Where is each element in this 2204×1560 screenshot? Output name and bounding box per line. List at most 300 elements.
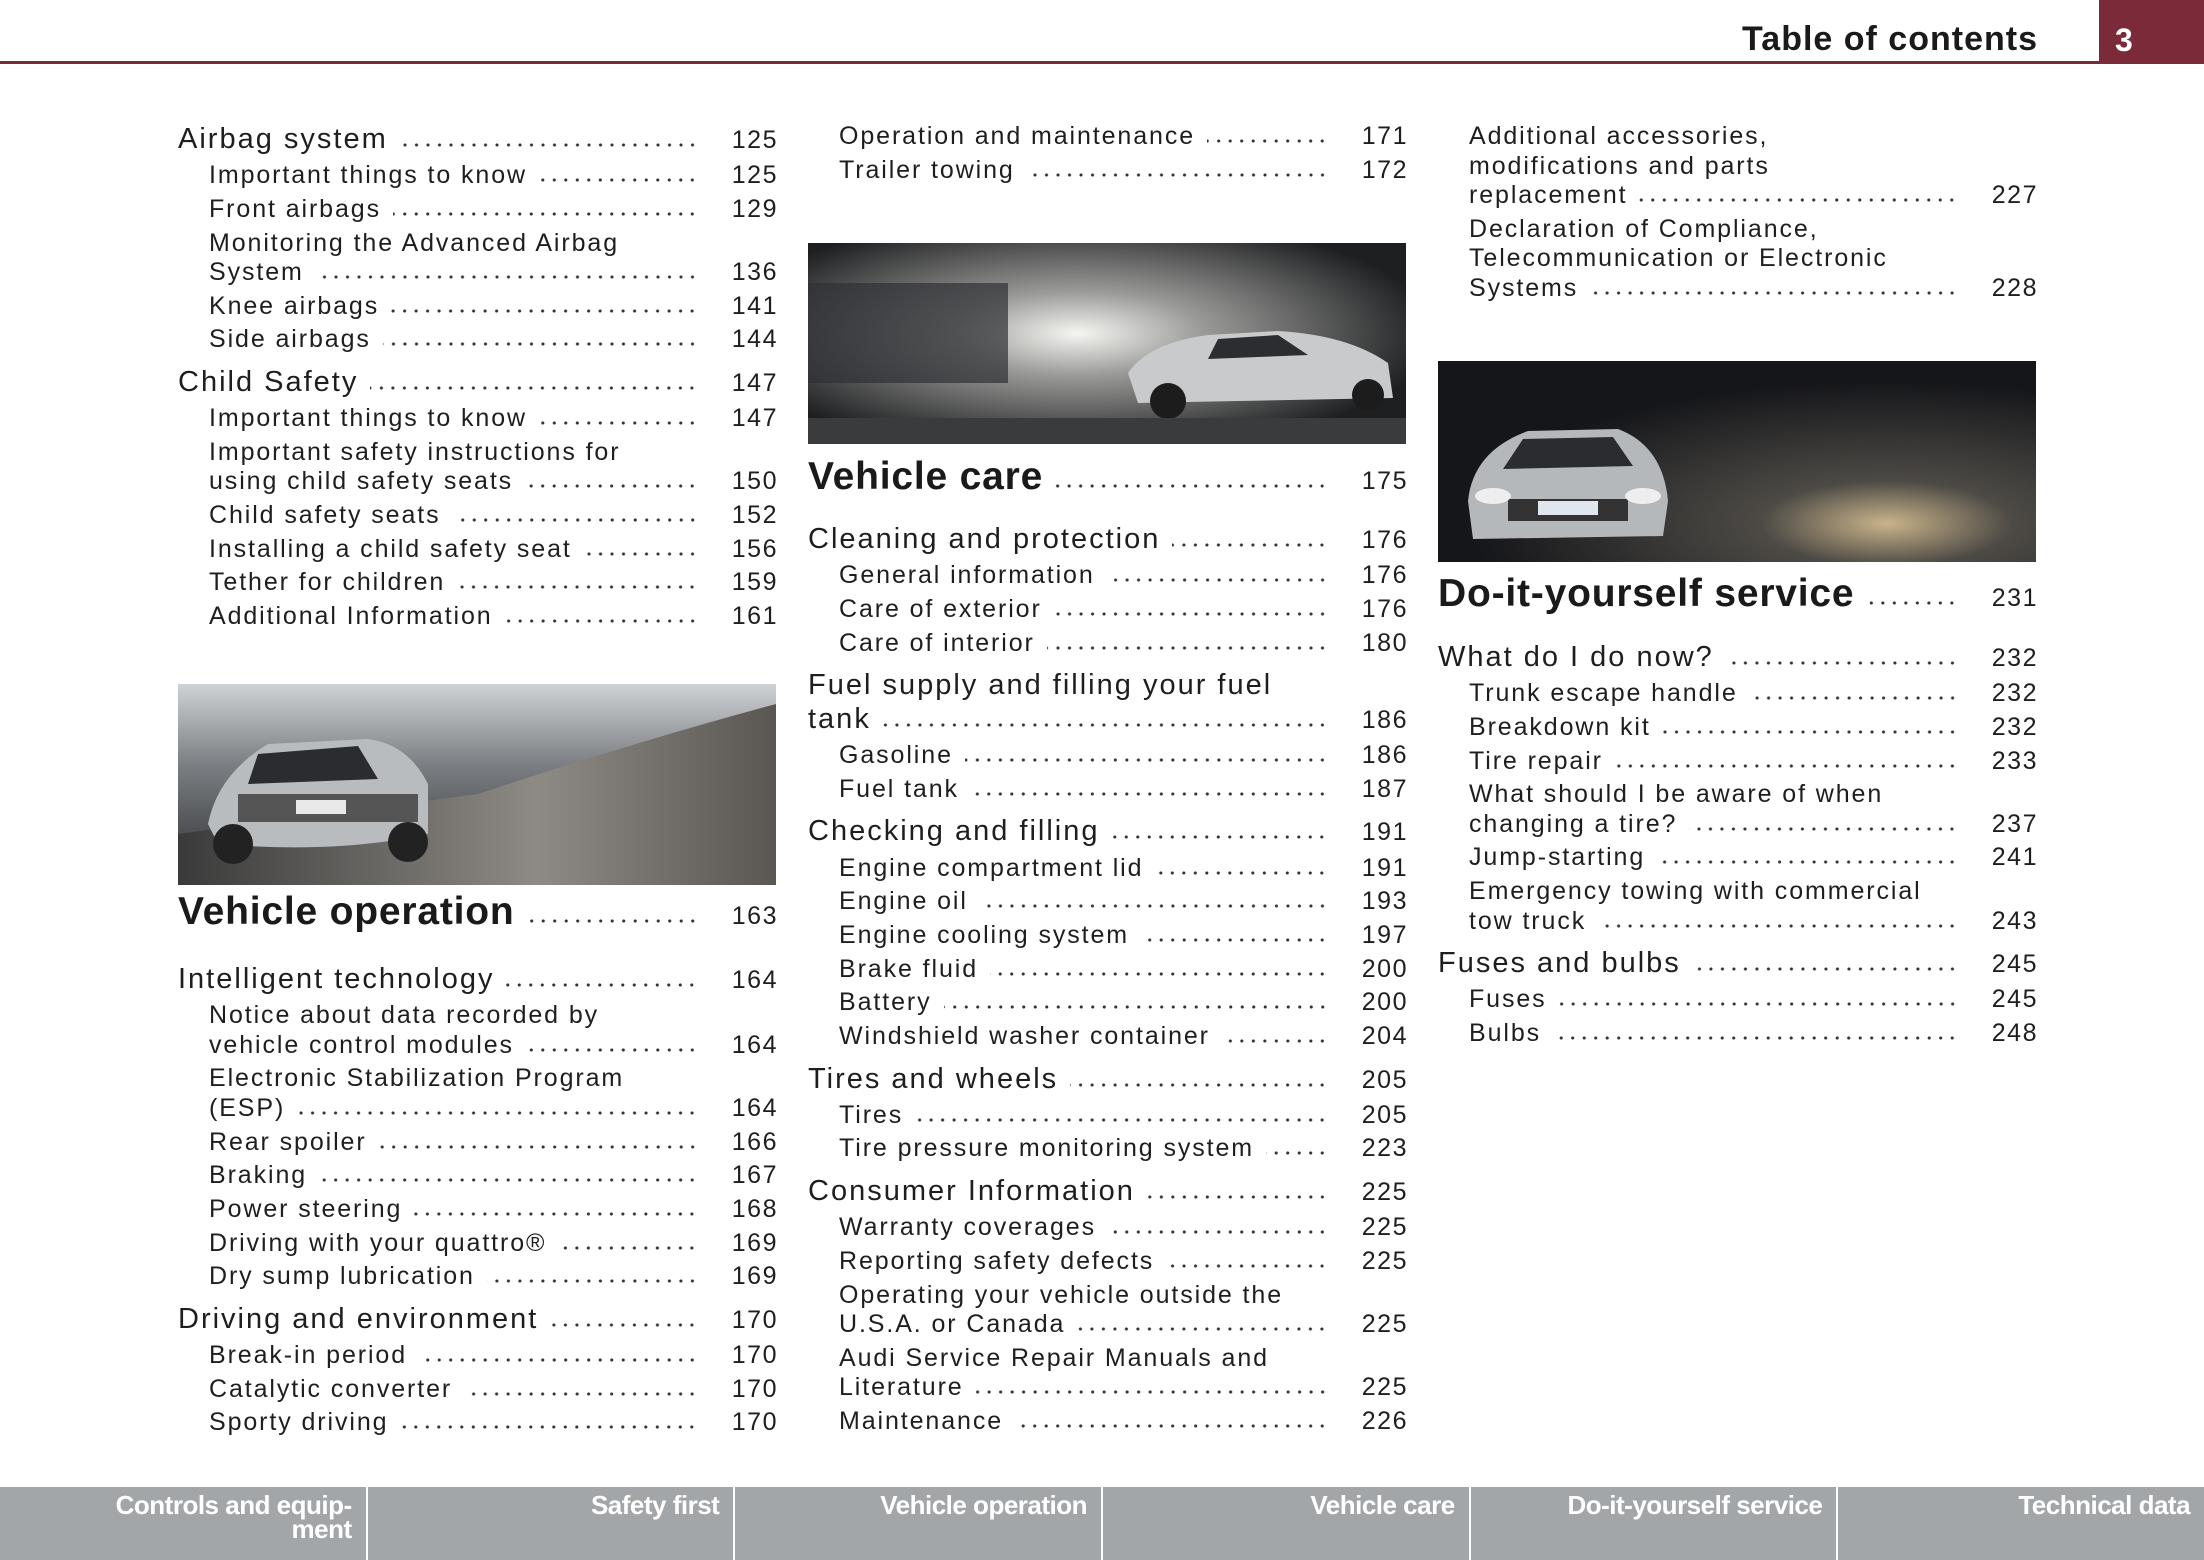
toc-entry-title: Installing a child safety seat bbox=[209, 534, 572, 563]
toc-col3-bottom bbox=[1438, 630, 2038, 1049]
toc-entry-title: Tire pressure monitoring system bbox=[839, 1134, 1255, 1163]
toc-subsection-entry[interactable] bbox=[178, 292, 778, 322]
toc-entry-line bbox=[839, 122, 1408, 152]
toc-section-entry[interactable] bbox=[808, 522, 1408, 557]
toc-entry-line bbox=[839, 1407, 1408, 1437]
dot-leader bbox=[379, 1144, 698, 1150]
toc-entry-title: U.S.A. or Canada bbox=[839, 1310, 1066, 1338]
toc-entry-page: 169 bbox=[731, 1262, 778, 1291]
toc-entry-title: Gasoline bbox=[839, 741, 953, 770]
toc-subsection-entry[interactable] bbox=[808, 1247, 1408, 1277]
dot-leader bbox=[1172, 542, 1328, 548]
toc-subsection-entry[interactable] bbox=[808, 156, 1408, 186]
toc-entry-line bbox=[839, 1344, 1408, 1374]
toc-entry-line bbox=[1438, 640, 2038, 675]
toc-subsection-entry[interactable] bbox=[1438, 780, 2038, 839]
footer-tab-vehicle-operation[interactable]: Vehicle operation bbox=[733, 1487, 1101, 1560]
toc-entry-title: Checking and filling bbox=[808, 815, 1100, 848]
toc-entry-page: 225 bbox=[1361, 1246, 1408, 1275]
toc-subsection-entry[interactable] bbox=[178, 1341, 778, 1371]
toc-entry-title: using child safety seats bbox=[209, 467, 514, 496]
dot-leader bbox=[506, 982, 698, 988]
toc-entry-page: 225 bbox=[1361, 1373, 1408, 1402]
toc-entry-title: tow truck bbox=[1469, 906, 1587, 935]
toc-subsection-entry[interactable] bbox=[808, 921, 1408, 951]
dot-leader bbox=[1207, 138, 1328, 144]
toc-entry-line bbox=[839, 1134, 1408, 1164]
toc-entry-page: 136 bbox=[731, 258, 778, 287]
toc-entry-line bbox=[1469, 810, 2038, 840]
toc-entry-page: 205 bbox=[1361, 1100, 1408, 1129]
toc-section-entry[interactable] bbox=[808, 1062, 1408, 1097]
toc-entry-page: 141 bbox=[731, 291, 778, 320]
toc-entry-title: Tires bbox=[839, 1100, 904, 1129]
toc-subsection-entry[interactable] bbox=[178, 1408, 778, 1438]
toc-entry-page: 226 bbox=[1361, 1406, 1408, 1435]
toc-subsection-entry[interactable] bbox=[178, 1195, 778, 1225]
toc-entry-line bbox=[178, 962, 778, 997]
chapter-page: 175 bbox=[1361, 467, 1408, 495]
dot-leader bbox=[1598, 923, 1958, 929]
toc-entry-page: 147 bbox=[731, 368, 778, 397]
toc-col3-top bbox=[1438, 118, 2038, 303]
toc-entry-title: Operation and maintenance bbox=[839, 122, 1196, 151]
toc-entry-line bbox=[839, 1213, 1408, 1243]
toc-entry-page: 169 bbox=[731, 1228, 778, 1257]
toc-entry-title: Fuel supply and filling your fuel bbox=[808, 669, 1273, 702]
dot-leader bbox=[1077, 1326, 1328, 1332]
toc-entry-line bbox=[1469, 985, 2038, 1015]
toc-entry-page: 233 bbox=[1991, 746, 2038, 775]
toc-entry-title: Power steering bbox=[209, 1194, 403, 1223]
dot-leader bbox=[965, 757, 1328, 763]
toc-entry-title: Tire repair bbox=[1469, 746, 1603, 775]
toc-entry-title: Declaration of Compliance, bbox=[1469, 214, 1819, 243]
toc-subsection-entry[interactable] bbox=[808, 1022, 1408, 1052]
toc-entry-title: Monitoring the Advanced Airbag bbox=[209, 228, 620, 257]
dot-leader bbox=[1639, 197, 1958, 203]
toc-entry-page: 204 bbox=[1361, 1022, 1408, 1051]
toc-entry-line bbox=[839, 629, 1408, 659]
toc-entry-line bbox=[209, 1161, 778, 1191]
toc-entry-line bbox=[1469, 713, 2038, 743]
toc-subsection-entry[interactable] bbox=[178, 1375, 778, 1405]
dot-leader bbox=[1107, 577, 1328, 583]
chapter-title: Vehicle care bbox=[808, 455, 1044, 498]
toc-entry-page: 176 bbox=[1361, 526, 1408, 554]
toc-entry-line bbox=[839, 741, 1408, 771]
toc-entry-title: Cleaning and protection bbox=[808, 523, 1161, 555]
dot-leader bbox=[1559, 1001, 1958, 1007]
dot-leader bbox=[487, 1278, 698, 1284]
dot-leader bbox=[558, 1245, 698, 1251]
toc-subsection-entry[interactable] bbox=[808, 1407, 1408, 1437]
toc-entry-title: Child safety seats bbox=[209, 501, 441, 529]
toc-entry-title: Driving with your quattro® bbox=[209, 1228, 547, 1257]
toc-entry-line bbox=[839, 561, 1408, 591]
dot-leader bbox=[527, 918, 698, 924]
toc-subsection-entry[interactable] bbox=[1438, 877, 2038, 936]
dot-leader bbox=[1590, 290, 1958, 296]
toc-entry-title: Break-in period bbox=[209, 1341, 408, 1369]
dot-leader bbox=[539, 420, 698, 426]
toc-subsection-entry[interactable] bbox=[808, 1101, 1408, 1131]
toc-entry-page: 248 bbox=[1991, 1019, 2038, 1047]
dot-leader bbox=[976, 1389, 1328, 1395]
toc-entry-page: 228 bbox=[1991, 273, 2038, 302]
toc-entry-line bbox=[209, 1128, 778, 1158]
toc-entry-line bbox=[1469, 907, 2038, 937]
toc-entry-title: Brake fluid bbox=[839, 954, 979, 983]
toc-entry-line bbox=[209, 1262, 778, 1292]
dot-leader bbox=[316, 274, 698, 280]
toc-entry-line bbox=[808, 702, 1408, 737]
toc-entry-title: Reporting safety defects bbox=[839, 1246, 1155, 1275]
dot-leader bbox=[419, 1357, 698, 1363]
dot-leader bbox=[457, 584, 698, 590]
toc-subsection-entry[interactable] bbox=[178, 1001, 778, 1060]
toc-subsection-entry[interactable] bbox=[178, 1229, 778, 1259]
toc-subsection-entry[interactable] bbox=[178, 1064, 778, 1123]
toc-entry-page: 166 bbox=[731, 1127, 778, 1156]
dot-leader bbox=[1054, 611, 1328, 617]
toc-entry-title: Additional Information bbox=[209, 602, 493, 631]
toc-entry-line bbox=[1469, 1019, 2038, 1049]
toc-entry-line bbox=[209, 438, 778, 468]
toc-entry-line bbox=[209, 161, 778, 191]
toc-entry-title: Front airbags bbox=[209, 194, 381, 223]
dot-leader bbox=[1657, 859, 1958, 865]
toc-entry-line bbox=[1469, 877, 2038, 907]
toc-entry-line bbox=[1469, 679, 2038, 709]
toc-entry-line bbox=[209, 1375, 778, 1405]
toc-entry-title: Child Safety bbox=[178, 365, 359, 398]
dot-leader bbox=[414, 1211, 698, 1217]
car-rear-photo bbox=[178, 684, 776, 885]
toc-subsection-entry[interactable] bbox=[808, 595, 1408, 625]
toc-entry-title: Driving and environment bbox=[178, 1302, 539, 1335]
toc-entry-title: Catalytic converter bbox=[209, 1374, 453, 1403]
toc-subsection-entry[interactable] bbox=[178, 1128, 778, 1158]
dot-leader bbox=[1689, 826, 1958, 832]
chapter-title: Vehicle operation bbox=[178, 890, 515, 933]
dot-leader bbox=[464, 1391, 698, 1397]
toc-entry-title: Sporty driving bbox=[209, 1408, 389, 1437]
toc-entry-page: 223 bbox=[1361, 1134, 1408, 1163]
toc-entry-line bbox=[209, 1195, 778, 1225]
toc-entry-title: Operating your vehicle outside the bbox=[839, 1280, 1283, 1309]
toc-entry-page: 197 bbox=[1361, 921, 1408, 949]
toc-entry-title: Engine compartment lid bbox=[839, 853, 1144, 882]
toc-entry-line bbox=[808, 814, 1408, 849]
toc-subsection-entry[interactable] bbox=[808, 887, 1408, 917]
toc-entry-line bbox=[839, 854, 1408, 884]
toc-subsection-entry[interactable] bbox=[808, 1213, 1408, 1243]
toc-entry-page: 186 bbox=[1361, 706, 1408, 735]
toc-subsection-entry[interactable] bbox=[808, 122, 1408, 152]
toc-subsection-entry[interactable] bbox=[178, 1161, 778, 1191]
dot-leader bbox=[1726, 660, 1958, 666]
dot-leader bbox=[400, 142, 698, 148]
toc-entry-page: 164 bbox=[731, 1030, 778, 1059]
toc-entry-line bbox=[209, 602, 778, 632]
toc-entry-page: 232 bbox=[1991, 644, 2038, 672]
toc-entry-line bbox=[808, 668, 1408, 702]
dot-leader bbox=[370, 385, 698, 391]
toc-subsection-entry[interactable] bbox=[1438, 843, 2038, 873]
toc-subsection-entry[interactable] bbox=[808, 1281, 1408, 1340]
toc-entry-title: Tether for children bbox=[209, 568, 446, 597]
toc-entry-title: Literature bbox=[839, 1373, 964, 1402]
toc-entry-line bbox=[839, 955, 1408, 985]
toc-entry-line bbox=[178, 1302, 778, 1337]
toc-entry-title: Trunk escape handle bbox=[1469, 679, 1738, 708]
toc-entry-line bbox=[1469, 181, 2038, 211]
toc-entry-title: System bbox=[209, 258, 304, 287]
toc-subsection-entry[interactable] bbox=[1438, 679, 2038, 709]
dot-leader bbox=[1111, 834, 1328, 840]
toc-entry-title: vehicle control modules bbox=[209, 1030, 514, 1059]
toc-section-entry[interactable] bbox=[1438, 640, 2038, 675]
toc-entry-title: General information bbox=[839, 561, 1095, 590]
toc-entry-line bbox=[1438, 946, 2038, 981]
dot-leader bbox=[1070, 1082, 1328, 1088]
dot-leader bbox=[550, 1322, 698, 1328]
toc-section-entry[interactable] bbox=[808, 1174, 1408, 1209]
dot-leader bbox=[990, 971, 1328, 977]
toc-entry-page: 164 bbox=[731, 966, 778, 994]
toc-entry-page: 205 bbox=[1361, 1065, 1408, 1094]
footer-tab-technical-data[interactable]: Technical data bbox=[1836, 1487, 2204, 1560]
toc-entry-line bbox=[178, 122, 778, 157]
toc-subsection-entry[interactable] bbox=[808, 629, 1408, 659]
toc-entry-title: What should I be aware of when bbox=[1469, 780, 1884, 809]
toc-entry-title: Electronic Stabilization Program bbox=[209, 1064, 625, 1093]
toc-subsection-entry[interactable] bbox=[178, 535, 778, 565]
toc-entry-page: 245 bbox=[1991, 985, 2038, 1014]
toc-entry-title: modifications and parts bbox=[1469, 151, 1770, 180]
toc-entry-page: 156 bbox=[731, 534, 778, 563]
footer-tab-controls[interactable]: Controls and equip- ment bbox=[115, 1490, 352, 1544]
toc-entry-page: 125 bbox=[731, 126, 778, 154]
toc-entry-page: 227 bbox=[1991, 181, 2038, 210]
toc-subsection-entry[interactable] bbox=[178, 404, 778, 434]
toc-entry-line bbox=[839, 921, 1408, 951]
toc-entry-line bbox=[839, 156, 1408, 186]
toc-subsection-entry[interactable] bbox=[808, 561, 1408, 591]
toc-entry-line bbox=[209, 1064, 778, 1094]
toc-entry-line bbox=[209, 1229, 778, 1259]
dot-leader bbox=[944, 1004, 1329, 1010]
toc-entry-page: 125 bbox=[731, 161, 778, 190]
toc-subsection-entry[interactable] bbox=[178, 195, 778, 225]
footer-tab-vehicle-care[interactable]: Vehicle care bbox=[1101, 1487, 1469, 1560]
toc-entry-page: 176 bbox=[1361, 594, 1408, 623]
toc-entry-page: 172 bbox=[1361, 155, 1408, 184]
page-number-tab: 3 bbox=[2099, 0, 2204, 64]
dot-leader bbox=[1147, 1194, 1328, 1200]
toc-entry-line bbox=[209, 1408, 778, 1438]
dot-leader bbox=[539, 177, 698, 183]
dot-leader bbox=[1750, 695, 1958, 701]
toc-entry-title: Side airbags bbox=[209, 325, 371, 354]
toc-subsection-entry[interactable] bbox=[1438, 1019, 2038, 1049]
toc-col2-top bbox=[808, 118, 1408, 185]
toc-entry-title: Knee airbags bbox=[209, 291, 380, 320]
toc-col2-bottom bbox=[808, 512, 1408, 1436]
toc-entry-title: Dry sump lubrication bbox=[209, 1262, 475, 1291]
toc-entry-title: Trailer towing bbox=[839, 155, 1015, 184]
toc-section-entry[interactable] bbox=[178, 1302, 778, 1337]
toc-entry-page: 144 bbox=[731, 325, 778, 354]
toc-subsection-entry[interactable] bbox=[178, 568, 778, 598]
toc-entry-page: 129 bbox=[731, 194, 778, 223]
toc-section-entry[interactable] bbox=[808, 814, 1408, 849]
toc-subsection-entry[interactable] bbox=[808, 741, 1408, 771]
toc-entry-title: Windshield washer container bbox=[839, 1022, 1210, 1051]
toc-section-entry[interactable] bbox=[178, 365, 778, 400]
toc-entry-line bbox=[1469, 747, 2038, 777]
toc-entry-line bbox=[209, 467, 778, 497]
toc-entry-title: Tires and wheels bbox=[808, 1062, 1059, 1095]
toc-entry-page: 241 bbox=[1991, 843, 2038, 872]
dot-leader bbox=[393, 211, 698, 217]
toc-entry-line bbox=[808, 1062, 1408, 1097]
toc-subsection-entry[interactable] bbox=[178, 325, 778, 355]
dot-leader bbox=[1166, 1263, 1328, 1269]
chapter-heading-do-it-yourself[interactable] bbox=[1438, 572, 2038, 616]
toc-entry-title: Fuses and bulbs bbox=[1438, 947, 1681, 980]
toc-entry-page: 170 bbox=[731, 1341, 778, 1369]
toc-entry-title: Battery bbox=[839, 988, 932, 1017]
toc-entry-line bbox=[839, 988, 1408, 1018]
dot-leader bbox=[1693, 966, 1958, 972]
dot-leader bbox=[915, 1117, 1328, 1123]
toc-subsection-entry[interactable] bbox=[178, 602, 778, 632]
dot-leader bbox=[1866, 600, 1958, 606]
toc-entry-title: Airbag system bbox=[178, 123, 388, 155]
dot-leader bbox=[526, 1047, 698, 1053]
toc-subsection-entry[interactable] bbox=[178, 229, 778, 288]
toc-entry-line bbox=[209, 1031, 778, 1061]
dot-leader bbox=[1266, 1150, 1328, 1156]
chapter-heading-vehicle-care[interactable] bbox=[808, 455, 1408, 499]
toc-subsection-entry[interactable] bbox=[1438, 215, 2038, 304]
toc-col1-bottom bbox=[178, 952, 778, 1438]
toc-entry-page: 225 bbox=[1361, 1177, 1408, 1206]
toc-entry-line bbox=[839, 1373, 1408, 1403]
dot-leader bbox=[1027, 172, 1328, 178]
toc-entry-line bbox=[1469, 244, 2038, 274]
toc-subsection-entry[interactable] bbox=[808, 854, 1408, 884]
footer-tab-safety-first[interactable]: Safety first bbox=[366, 1487, 734, 1560]
toc-entry-line bbox=[839, 1310, 1408, 1340]
toc-entry-title: Breakdown kit bbox=[1469, 712, 1651, 741]
toc-entry-page: 193 bbox=[1361, 887, 1408, 916]
toc-entry-title: Consumer Information bbox=[808, 1174, 1135, 1207]
toc-entry-title: Notice about data recorded by bbox=[209, 1001, 600, 1030]
dot-leader bbox=[1615, 763, 1958, 769]
toc-entry-page: 176 bbox=[1361, 561, 1408, 590]
toc-section-entry[interactable] bbox=[808, 668, 1408, 737]
toc-entry-line bbox=[209, 1094, 778, 1124]
dot-leader bbox=[1055, 483, 1328, 489]
toc-entry-page: 168 bbox=[731, 1194, 778, 1223]
toc-subsection-entry[interactable] bbox=[178, 161, 778, 191]
toc-subsection-entry[interactable] bbox=[808, 775, 1408, 805]
toc-entry-line bbox=[209, 404, 778, 434]
footer-tab-diy-service[interactable]: Do-it-yourself service bbox=[1469, 1487, 1837, 1560]
toc-entry-line bbox=[1469, 215, 2038, 245]
chapter-title: Do-it-yourself service bbox=[1438, 572, 1855, 615]
toc-entry-line bbox=[839, 1101, 1408, 1131]
toc-entry-line bbox=[209, 229, 778, 259]
dot-leader bbox=[1155, 870, 1328, 876]
toc-entry-page: 225 bbox=[1361, 1213, 1408, 1242]
toc-section-entry[interactable] bbox=[178, 962, 778, 997]
dot-leader bbox=[505, 618, 698, 624]
toc-entry-line bbox=[839, 1247, 1408, 1277]
chapter-heading-vehicle-operation[interactable] bbox=[178, 890, 778, 934]
toc-entry-title: Engine oil bbox=[839, 887, 968, 916]
toc-section-entry[interactable] bbox=[178, 122, 778, 157]
toc-entry-line bbox=[209, 258, 778, 288]
toc-entry-line bbox=[839, 1281, 1408, 1311]
dot-leader bbox=[400, 1424, 698, 1430]
toc-entry-page: 180 bbox=[1361, 628, 1408, 657]
toc-entry-page: 243 bbox=[1991, 906, 2038, 935]
toc-subsection-entry[interactable] bbox=[1438, 747, 2038, 777]
toc-subsection-entry[interactable] bbox=[808, 1134, 1408, 1164]
toc-entry-title: Maintenance bbox=[839, 1406, 1004, 1435]
toc-entry-page: 200 bbox=[1361, 988, 1408, 1017]
toc-subsection-entry[interactable] bbox=[178, 438, 778, 497]
toc-entry-title: tank bbox=[808, 703, 871, 736]
toc-entry-page: 170 bbox=[731, 1305, 778, 1334]
toc-entry-page: 187 bbox=[1361, 774, 1408, 803]
toc-entry-line bbox=[839, 887, 1408, 917]
toc-entry-title: Bulbs bbox=[1469, 1019, 1542, 1047]
toc-subsection-entry[interactable] bbox=[808, 1344, 1408, 1403]
toc-entry-title: Intelligent technology bbox=[178, 963, 495, 995]
dot-leader bbox=[453, 517, 698, 523]
toc-entry-title: Telecommunication or Electronic bbox=[1469, 244, 1888, 273]
toc-subsection-entry[interactable] bbox=[1438, 122, 2038, 211]
toc-entry-page: 152 bbox=[731, 501, 778, 529]
car-building-photo bbox=[808, 243, 1406, 444]
toc-entry-line bbox=[808, 522, 1408, 557]
toc-entry-title: replacement bbox=[1469, 181, 1628, 210]
toc-section-entry[interactable] bbox=[1438, 946, 2038, 981]
toc-entry-page: 159 bbox=[731, 568, 778, 597]
toc-subsection-entry[interactable] bbox=[178, 501, 778, 531]
toc-subsection-entry[interactable] bbox=[1438, 985, 2038, 1015]
toc-subsection-entry[interactable] bbox=[808, 988, 1408, 1018]
toc-subsection-entry[interactable] bbox=[178, 1262, 778, 1292]
dot-leader bbox=[319, 1177, 698, 1183]
dot-leader bbox=[1222, 1038, 1328, 1044]
dot-leader bbox=[1015, 1423, 1328, 1429]
toc-entry-line bbox=[209, 535, 778, 565]
toc-subsection-entry[interactable] bbox=[808, 955, 1408, 985]
toc-entry-page: 170 bbox=[731, 1374, 778, 1403]
toc-subsection-entry[interactable] bbox=[1438, 713, 2038, 743]
dot-leader bbox=[980, 903, 1328, 909]
dot-leader bbox=[297, 1110, 698, 1116]
toc-entry-line bbox=[839, 775, 1408, 805]
toc-entry-line bbox=[808, 1174, 1408, 1209]
chapter-page: 163 bbox=[731, 902, 778, 930]
